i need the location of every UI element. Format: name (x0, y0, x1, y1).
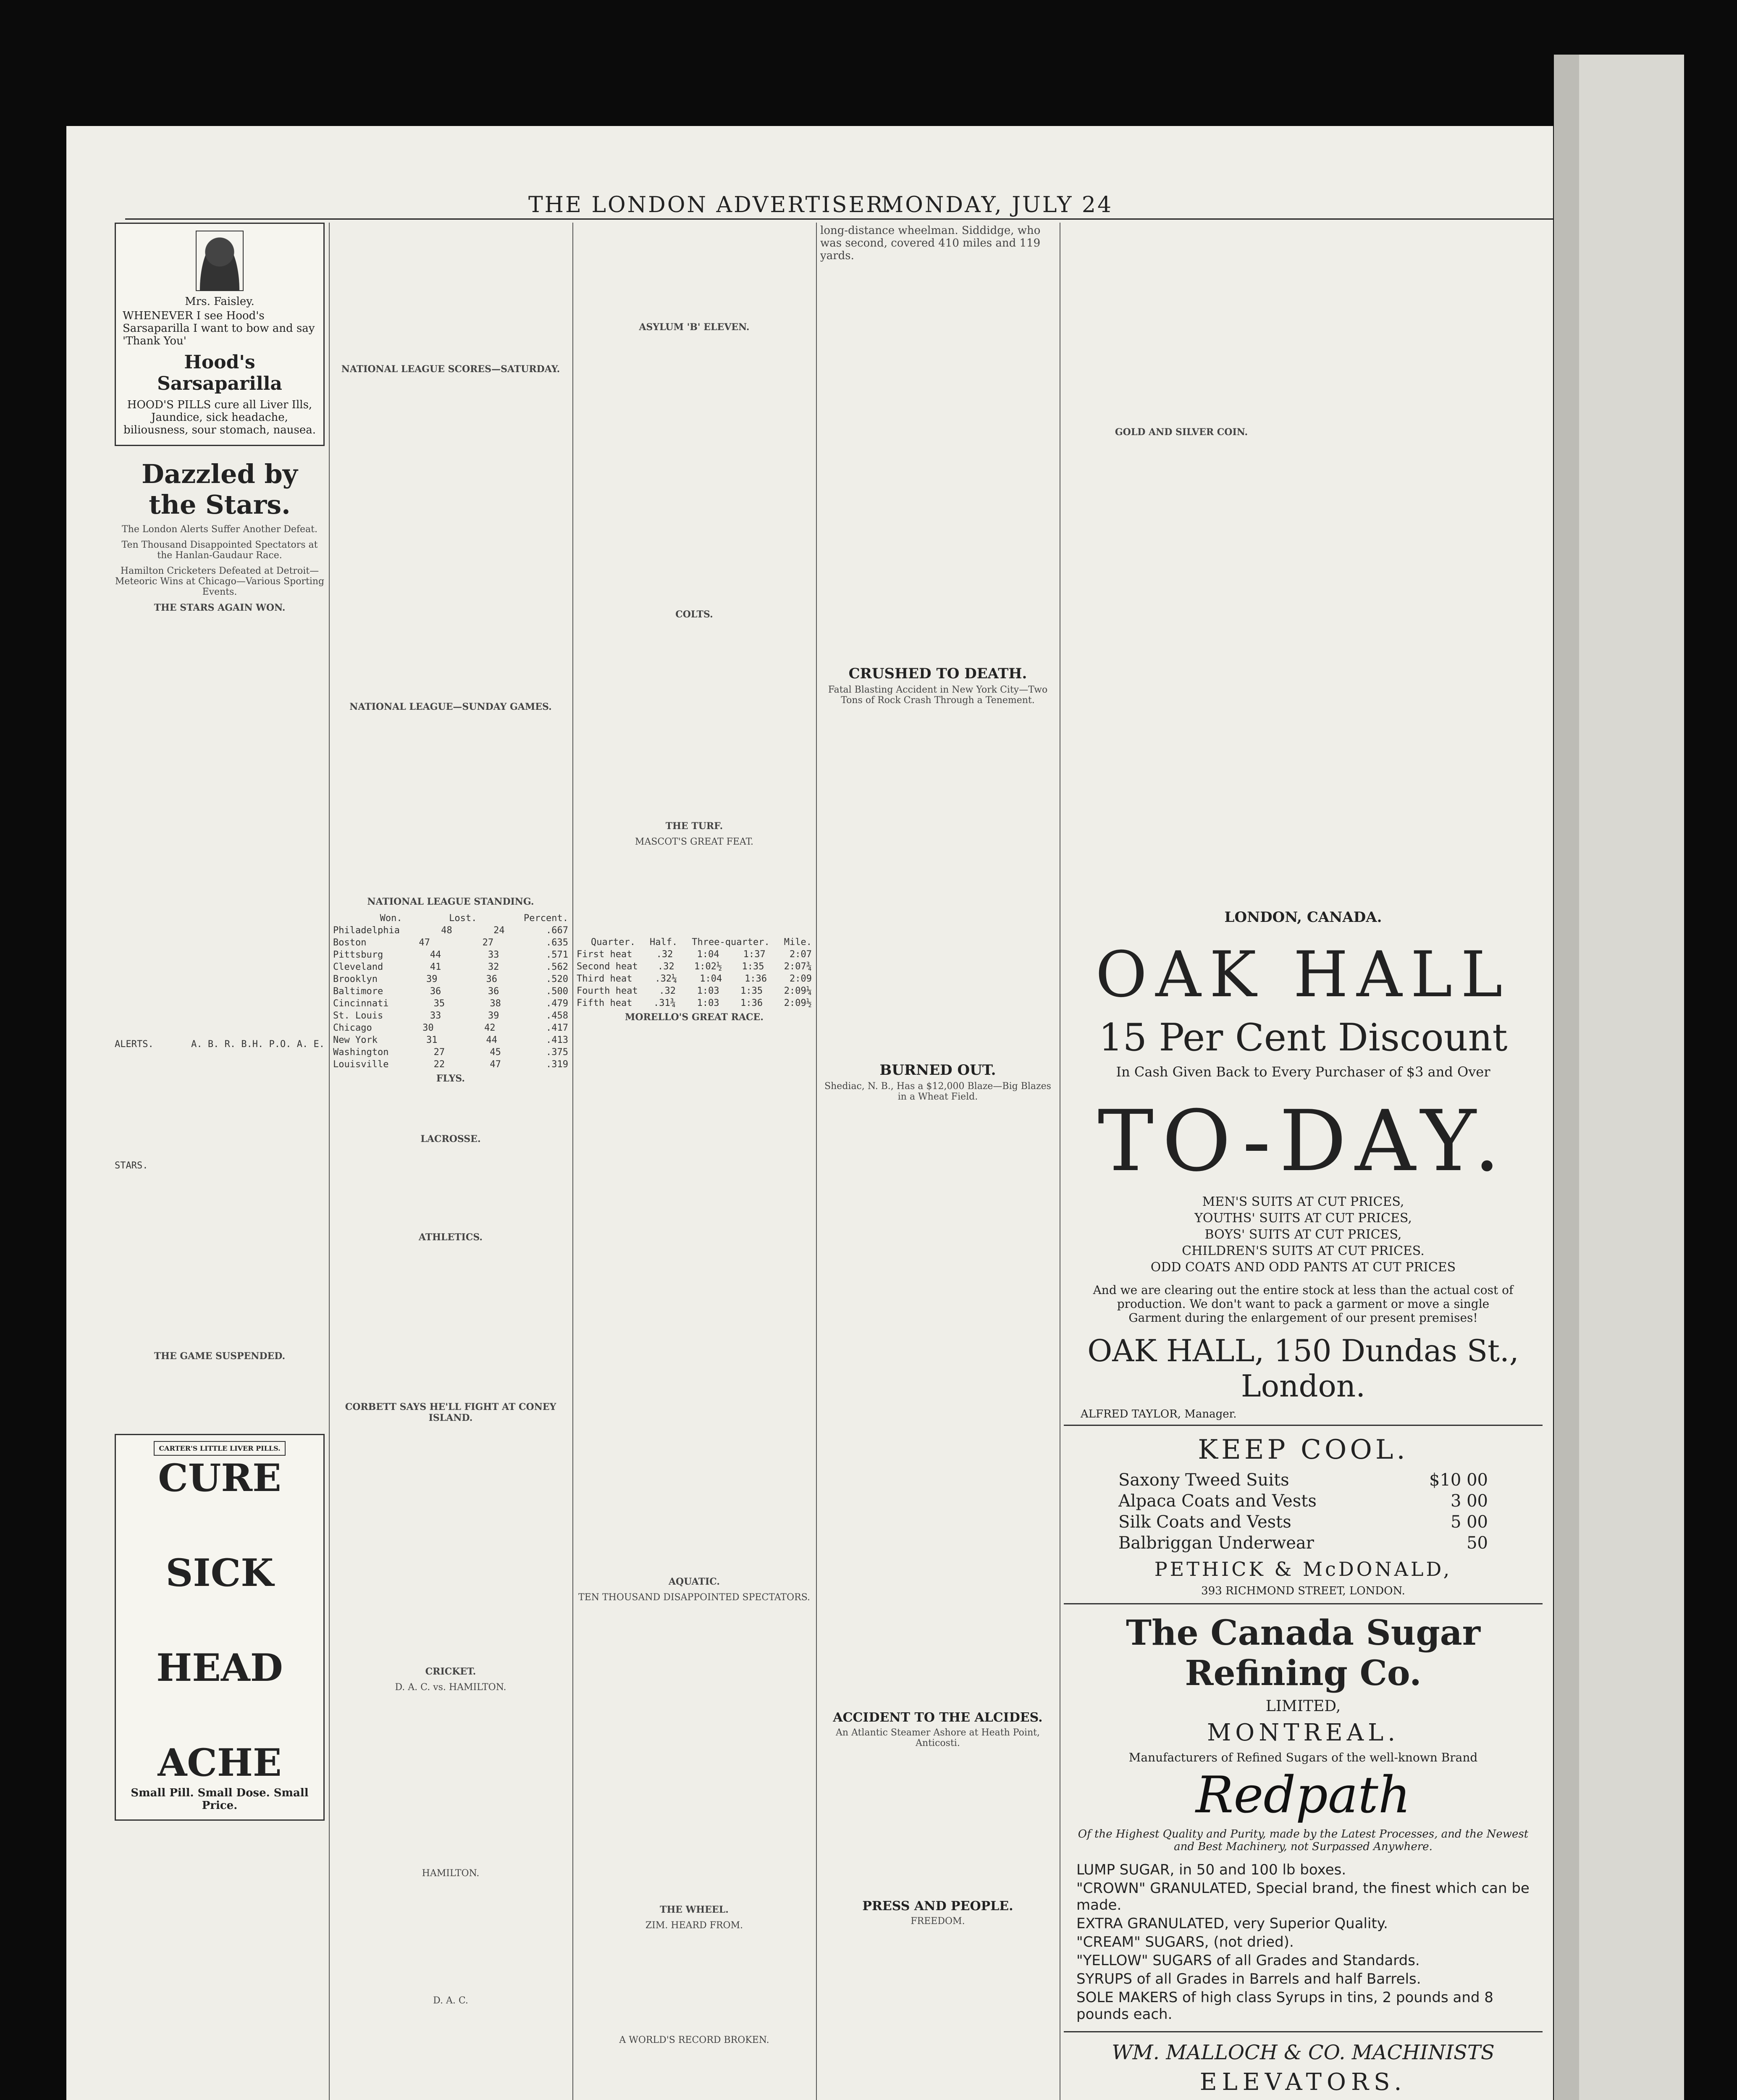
article-body (820, 1107, 1055, 1704)
dazzled-headline: Dazzled by the Stars. (142, 459, 298, 520)
table-cell: 33 (430, 1011, 441, 1021)
fractional-row (577, 973, 812, 985)
table-cell: 1:03 (697, 998, 719, 1008)
table-cell: 38 (490, 998, 501, 1009)
table-cell: Lost. (449, 913, 477, 924)
nat-league-sunday: NATIONAL LEAGUE—SUNDAY GAMES. (349, 701, 552, 712)
wheel-heading: THE WHEEL. (660, 1904, 729, 1915)
press-headline: PRESS AND PEOPLE. (862, 1899, 1013, 1914)
redpath-logo: Redpath (1195, 1766, 1411, 1824)
item-name: Saxony Tweed Suits (1118, 1470, 1289, 1490)
standing-row (333, 1034, 568, 1046)
table-cell: 39 (426, 974, 438, 984)
table-cell: 27 (482, 937, 494, 948)
box-score-body (115, 1050, 325, 1160)
column-rule (329, 223, 330, 2100)
portrait-illustration (196, 231, 244, 291)
score-columns: A. B. R. B.H. P.O. A. E. (191, 1039, 325, 1050)
sugar-product-item: SOLE MAKERS of high class Syrups in tins, 2 pounds and 8 pounds each. (1076, 1989, 1493, 2023)
oak-hall-ad (1064, 938, 1543, 1420)
table-cell: 39 (488, 1011, 499, 1021)
box-score-body (333, 2011, 568, 2100)
table-cell: .31¾ (653, 998, 676, 1008)
table-cell: .520 (546, 974, 568, 984)
table-cell: .635 (546, 937, 568, 948)
table-cell: 1:36 (745, 974, 767, 984)
carters-tagline: Small Pill. Small Dose. Small Price. (131, 1787, 309, 1812)
ad-copy (122, 1500, 317, 1551)
item-price: $10 00 (1429, 1470, 1488, 1490)
table-cell: .32 (659, 986, 676, 996)
item-name: Balbriggan Underwear (1118, 1533, 1314, 1553)
oak-hall-today: TO-DAY. (1097, 1092, 1509, 1190)
hoods-intro: WHENEVER I see Hood's Sarsaparilla I want to bow and say 'Thank You' (123, 310, 315, 347)
column-2 (333, 223, 568, 2100)
table-cell: .375 (546, 1047, 568, 1058)
column-1 (115, 223, 325, 2100)
table-cell: Louisville (333, 1059, 389, 1070)
table-cell: 2:09¼ (784, 986, 812, 996)
sugar-ad (1064, 1613, 1543, 2023)
malloch-elevators: ELEVATORS. (1199, 2068, 1407, 2096)
sugar-limited: LIMITED, (1265, 1698, 1341, 1715)
table-cell: Cleveland (333, 962, 383, 972)
aquatic-heading: AQUATIC. (668, 1576, 720, 1587)
oak-hall-title: OAK HALL (1095, 938, 1511, 1011)
mascot-heading: MASCOT'S GREAT FEAT. (635, 837, 754, 847)
fractional-row (577, 948, 812, 961)
standing-row (333, 949, 568, 961)
article-body (577, 1936, 812, 2032)
table-cell: 1:02½ (694, 961, 722, 972)
table-header-row (577, 936, 812, 948)
table-cell: 42 (484, 1023, 496, 1033)
fractional-row (577, 997, 812, 1009)
malloch-ad (1064, 2031, 1543, 2100)
table-cell: Quarter. (591, 937, 635, 948)
london-facts-body (1307, 223, 1543, 517)
cut-price-item: YOUTHS' SUITS AT CUT PRICES, (1194, 1211, 1412, 1226)
dazzled-subhead-2: Ten Thousand Disappointed Spectators at the Hanlan-Gaudaur Race. (121, 540, 318, 561)
ad-copy (122, 1690, 317, 1740)
article-body (577, 852, 812, 936)
table-cell: 1:36 (740, 998, 763, 1008)
table-cell: .319 (546, 1059, 568, 1070)
table-cell: Three-quarter. (692, 937, 770, 948)
standing-row (333, 1046, 568, 1058)
cricket-heading: CRICKET. (425, 1666, 476, 1677)
table-cell: 41 (430, 962, 441, 972)
standing-row (333, 961, 568, 973)
table-cell: 2:07 (789, 949, 812, 960)
table-cell: 31 (426, 1035, 438, 1045)
table-cell: Baltimore (333, 986, 383, 997)
standing-row (333, 1010, 568, 1022)
burned-subhead: Shediac, N. B., Has a $12,000 Blaze—Big Blazes in a Wheat Field. (824, 1081, 1051, 1102)
table-cell: 22 (433, 1059, 445, 1070)
article-body (333, 1248, 568, 1399)
issue-date: MONDAY, JULY 24 (881, 192, 1113, 218)
scores-body (333, 717, 568, 894)
table-cell: .458 (546, 1011, 568, 1021)
carters-head: HEAD (156, 1646, 283, 1690)
carters-logo: CARTER'S LITTLE LIVER PILLS. (154, 1441, 285, 1456)
table-cell: Fourth heat (577, 986, 638, 996)
table-cell: 24 (493, 925, 505, 936)
table-cell: 30 (422, 1023, 434, 1033)
sugar-product-item: "YELLOW" SUGARS of all Grades and Standards. (1076, 1952, 1420, 1969)
item-price: 5 00 (1450, 1512, 1488, 1532)
alerts-label: ALERTS. (115, 1039, 154, 1050)
table-cell: 1:35 (740, 986, 763, 996)
article-body (820, 711, 1055, 1055)
sugar-product-list (1076, 1861, 1530, 2023)
box-score-body (115, 1172, 325, 1348)
pethick-name: PETHICK & McDONALD, (1154, 1558, 1452, 1580)
sugar-product-item: "CROWN" GRANULATED, Special brand, the finest which can be made. (1076, 1880, 1530, 1914)
oak-hall-address: OAK HALL, 150 Dundas St., London. (1087, 1333, 1519, 1404)
article-body (333, 223, 568, 361)
keep-cool-item (1118, 1470, 1488, 1491)
standing-row (333, 985, 568, 998)
table-cell: Pittsburg (333, 950, 383, 960)
standing-row (333, 1022, 568, 1034)
table-cell: 36 (430, 986, 441, 997)
fractional-row (577, 985, 812, 997)
table-cell: 1:37 (743, 949, 766, 960)
carters-ache: ACHE (157, 1740, 282, 1785)
article-body (577, 1028, 812, 1574)
athletics-heading: ATHLETICS. (418, 1232, 483, 1243)
article-body (820, 264, 1055, 659)
table-cell: .417 (546, 1023, 568, 1033)
dazzled-subhead-3: Hamilton Cricketers Defeated at Detroit—Meteoric Wins at Chicago—Various Sporting Events. (115, 566, 325, 597)
column-rule (572, 223, 573, 2100)
sugar-product-item: EXTRA GRANULATED, very Superior Quality. (1076, 1915, 1388, 1932)
crushed-headline: CRUSHED TO DEATH. (848, 665, 1027, 682)
table-cell: 1:03 (697, 986, 719, 996)
carters-cure: CURE (158, 1456, 281, 1500)
item-price: 3 00 (1450, 1491, 1488, 1511)
newspaper-page (66, 126, 1553, 2100)
stars-box-score (115, 1160, 325, 1172)
table-cell: 44 (486, 1035, 497, 1045)
burned-headline: BURNED OUT. (879, 1062, 996, 1079)
game-suspended-heading: THE GAME SUSPENDED. (154, 1351, 286, 1362)
item-price: 50 (1467, 1533, 1488, 1553)
article-body (1064, 223, 1299, 424)
poem-body (820, 1932, 1055, 2100)
ad-copy (122, 1595, 317, 1646)
fractional-time-table (577, 936, 812, 1009)
table-cell: .413 (546, 1035, 568, 1045)
accident-headline: ACCIDENT TO THE ALCIDES. (833, 1710, 1043, 1725)
cut-price-item: BOYS' SUITS AT CUT PRICES, (1204, 1227, 1402, 1242)
table-cell: Boston (333, 937, 367, 948)
table-cell: 36 (488, 986, 499, 997)
article-body (333, 1698, 568, 1866)
morello-heading: MORELLO'S GREAT RACE. (625, 1012, 764, 1023)
item-name: Alpaca Coats and Vests (1118, 1491, 1317, 1511)
oak-hall-manager: ALFRED TAYLOR, Manager. (1081, 1408, 1237, 1420)
table-cell: First heat (577, 949, 632, 960)
sugar-product-item: "CREAM" SUGARS, (not dried). (1076, 1934, 1294, 1950)
box-score-body (577, 625, 812, 818)
keep-cool-items (1118, 1470, 1488, 1554)
table-cell: .571 (546, 950, 568, 960)
table-cell: Second heat (577, 961, 638, 972)
box-score-body (333, 1884, 568, 1993)
table-cell: 1:35 (742, 961, 764, 972)
colts-heading: COLTS. (675, 609, 713, 620)
table-cell: Washington (333, 1047, 389, 1058)
table-cell: Third heat (577, 974, 632, 984)
fractional-row (577, 961, 812, 973)
carters-sick: SICK (165, 1551, 274, 1595)
column-rule (816, 223, 817, 2100)
table-cell: New York (333, 1035, 378, 1045)
table-cell: .562 (546, 962, 568, 972)
london-facts-body (1307, 517, 1543, 895)
long-distance-text: long-distance wheelman. Siddidge, who was second, covered 410 miles and 119 yards. (820, 224, 1041, 262)
oak-hall-clearing: And we are clearing out the entire stock at less than the actual cost of production. We don't want to pack a garment or move a single Garment during the enlargement of our present premises! (1093, 1283, 1514, 1325)
world-record-heading: A WORLD'S RECORD BROKEN. (619, 2035, 769, 2045)
turf-heading: THE TURF. (665, 821, 723, 832)
stars-won-heading: THE STARS AGAIN WON. (154, 602, 286, 613)
column-4 (820, 223, 1055, 2100)
table-cell: 36 (486, 974, 497, 984)
keep-cool-item (1118, 1533, 1488, 1554)
table-cell: 45 (490, 1047, 501, 1058)
sugar-quality: Of the Highest Quality and Purity, made by the Latest Processes, and the Newest and Best Machinery, not Surpassed Anywhere. (1078, 1828, 1529, 1853)
article-body (333, 1428, 568, 1664)
pethick-address: 393 RICHMOND STREET, LONDON. (1201, 1585, 1405, 1597)
adjacent-page-edge (1554, 55, 1684, 2100)
malloch-title: WM. MALLOCH & CO. MACHINISTS (1112, 2041, 1495, 2064)
table-cell: Cincinnati (333, 998, 389, 1009)
accident-subhead: An Atlantic Steamer Ashore at Heath Point, Anticosti. (836, 1727, 1040, 1748)
corbett-heading: CORBETT SAYS HE'LL FIGHT AT CONEY ISLAND. (345, 1402, 556, 1423)
table-cell: Half. (650, 937, 678, 948)
article-body (577, 223, 812, 319)
keep-cool-title: KEEP COOL. (1198, 1434, 1409, 1465)
table-cell: .667 (546, 925, 568, 936)
paper-name: THE LONDON ADVERTISER. (528, 192, 893, 218)
nat-league-saturday: NATIONAL LEAGUE SCORES—SATURDAY. (341, 364, 560, 375)
dac-hamilton-heading: D. A. C. vs. HAMILTON. (395, 1682, 506, 1693)
sugar-title: The Canada Sugar Refining Co. (1126, 1613, 1481, 1693)
table-cell: 1:04 (700, 974, 722, 984)
article-body (820, 1754, 1055, 1892)
table-cell: .32 (657, 961, 674, 972)
lacrosse-heading: LACROSSE. (420, 1134, 481, 1144)
table-cell: 2:09 (789, 974, 812, 984)
portrait-caption: Mrs. Faisley. (185, 295, 255, 308)
sugar-product-item: LUMP SUGAR, in 50 and 100 lb boxes. (1076, 1861, 1346, 1878)
table-cell: Mile. (784, 937, 812, 948)
table-cell: Won. (380, 913, 402, 924)
table-cell: Fifth heat (577, 998, 632, 1008)
hoods-pills: HOOD'S PILLS cure all Liver Ills, Jaundice, sick headache, biliousness, sour stomach, nausea. (123, 399, 316, 436)
column-5-ads (1064, 223, 1543, 2100)
oak-hall-cash-back: In Cash Given Back to Every Purchaser of $3 and Over (1116, 1064, 1490, 1080)
dac-label: D. A. C. (433, 1995, 468, 2006)
table-cell: St. Louis (333, 1011, 383, 1021)
table-cell: .32 (656, 949, 673, 960)
cut-price-item: ODD COATS AND ODD PANTS AT CUT PRICES (1150, 1260, 1456, 1275)
table-cell: 47 (490, 1059, 501, 1070)
table-cell: .500 (546, 986, 568, 997)
standing-row (333, 1058, 568, 1071)
table-cell: 35 (433, 998, 445, 1009)
article-body (577, 2050, 812, 2100)
flys-heading: FLYS. (436, 1073, 465, 1084)
standing-heading: NATIONAL LEAGUE STANDING. (367, 896, 534, 907)
standing-row (333, 973, 568, 985)
carters-ad (115, 1434, 325, 1821)
cut-price-item: CHILDREN'S SUITS AT CUT PRICES. (1182, 1244, 1425, 1258)
standing-row (333, 924, 568, 937)
table-cell: 2:07¾ (784, 961, 812, 972)
zim-heading: ZIM. HEARD FROM. (645, 1920, 743, 1931)
article-body (1064, 443, 1299, 905)
table-cell: 2:09½ (784, 998, 812, 1008)
table-cell: 1:04 (697, 949, 719, 960)
article-body (115, 1367, 325, 1425)
sugar-manufacturers: Manufacturers of Refined Sugars of the well-known Brand (1128, 1751, 1478, 1764)
table-cell: Chicago (333, 1023, 372, 1033)
article-body (333, 1089, 568, 1131)
table-cell: 32 (488, 962, 499, 972)
dazzled-subhead-1: The London Alerts Suffer Another Defeat. (122, 524, 317, 535)
ten-thousand-heading: TEN THOUSAND DISAPPOINTED SPECTATORS. (578, 1592, 810, 1603)
standing-row (333, 937, 568, 949)
table-cell: Philadelphia (333, 925, 400, 936)
table-cell: .32¼ (655, 974, 677, 984)
table-cell: 44 (430, 950, 441, 960)
standing-table (333, 912, 568, 1071)
cut-price-item: MEN'S SUITS AT CUT PRICES, (1202, 1194, 1404, 1209)
crushed-subhead: Fatal Blasting Accident in New York City—Two Tons of Rock Crash Through a Tenement. (828, 685, 1048, 706)
asylum-heading: ASYLUM 'B' ELEVEN. (639, 322, 750, 333)
scores-body (333, 380, 568, 699)
article-body (115, 618, 325, 1038)
masthead (125, 189, 1553, 220)
article-body (333, 1150, 568, 1229)
alerts-box-score (115, 1038, 325, 1050)
london-canada-heading: LONDON, CANADA. (1224, 909, 1382, 926)
box-score-body (577, 338, 812, 606)
oak-hall-discount: 15 Per Cent Discount (1099, 1016, 1508, 1060)
hoods-ad (115, 223, 325, 446)
sugar-city: MONTREAL. (1207, 1719, 1400, 1746)
table-cell: 27 (433, 1047, 445, 1058)
standing-row (333, 998, 568, 1010)
keep-cool-ad (1064, 1425, 1543, 1604)
table-cell: 33 (488, 950, 499, 960)
sugar-product-item: SYRUPS of all Grades in Barrels and half Barrels. (1076, 1971, 1421, 1987)
stars-label: STARS. (115, 1160, 148, 1171)
column-3 (577, 223, 812, 2100)
hoods-title: Hood's Sarsaparilla (157, 352, 282, 394)
item-name: Silk Coats and Vests (1118, 1512, 1291, 1532)
table-cell: 47 (419, 937, 430, 948)
article-body (577, 1608, 812, 1902)
gold-silver-heading: GOLD AND SILVER COIN. (1115, 427, 1248, 438)
table-cell: .479 (546, 998, 568, 1009)
keep-cool-item (1118, 1512, 1488, 1533)
keep-cool-item (1118, 1491, 1488, 1512)
freedom-heading: FREEDOM. (910, 1916, 965, 1927)
page-fold-shadow (1554, 55, 1579, 2100)
table-cell: Brooklyn (333, 974, 378, 984)
table-header-row (333, 912, 568, 924)
hamilton-label: HAMILTON. (422, 1868, 480, 1879)
table-cell: 48 (441, 925, 452, 936)
table-cell: Percent. (524, 913, 568, 924)
cut-prices-list (1064, 1194, 1543, 1275)
